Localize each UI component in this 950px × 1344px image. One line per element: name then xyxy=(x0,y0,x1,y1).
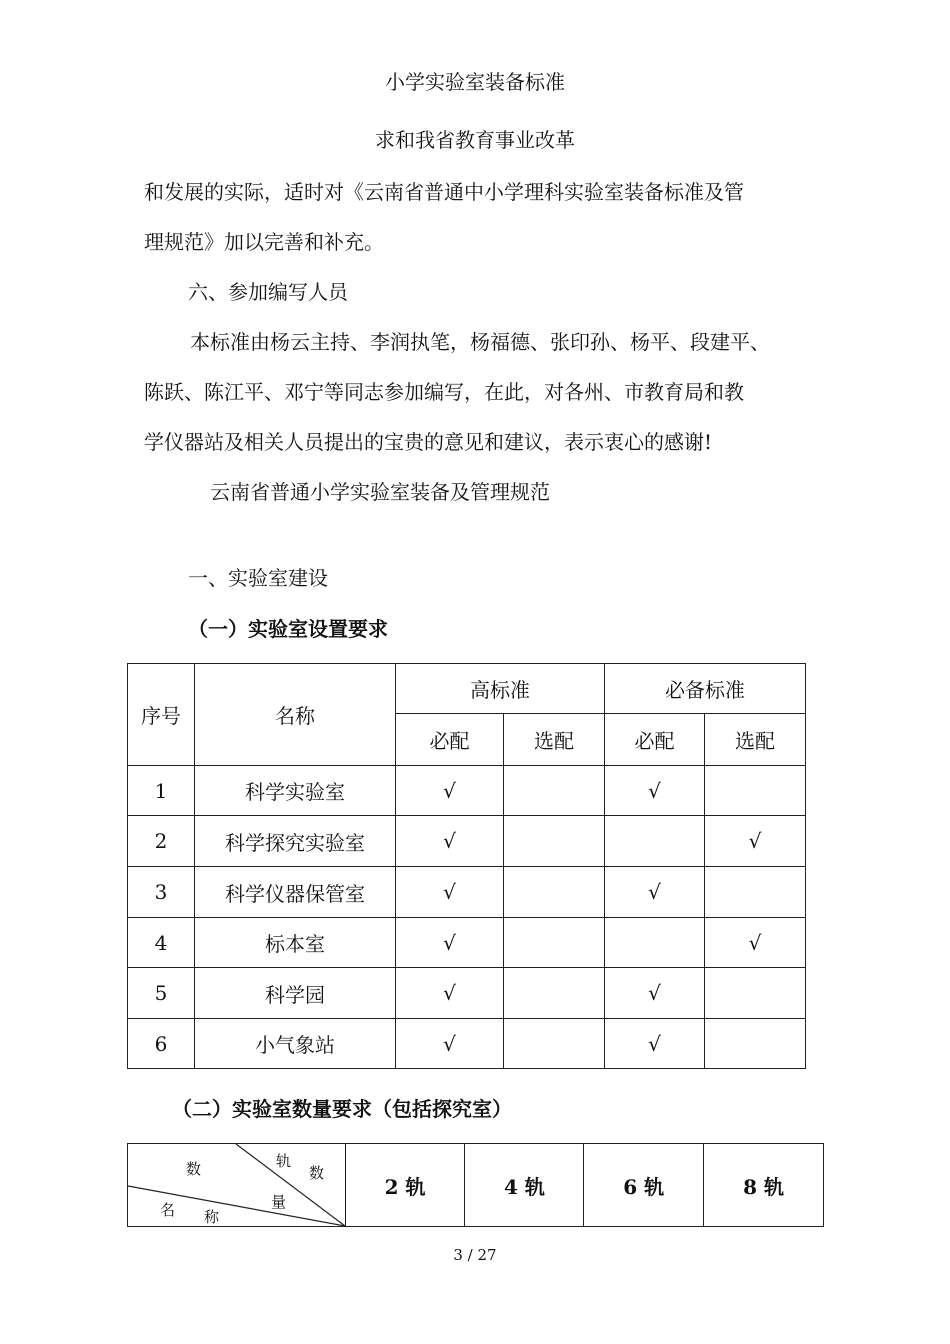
diag-label: 轨 xyxy=(276,1152,292,1170)
diag-label: 名 xyxy=(160,1201,176,1219)
header-no: 序号 xyxy=(128,664,195,766)
check-cell: √ xyxy=(705,918,806,968)
header-required: 必配 xyxy=(396,714,504,766)
check-cell: √ xyxy=(396,968,504,1019)
header-required: 必配 xyxy=(605,714,705,766)
diagonal-header-cell xyxy=(128,1144,346,1227)
table-row xyxy=(128,918,806,968)
check-cell: √ xyxy=(605,968,705,1019)
check-cell: √ xyxy=(396,1019,504,1069)
check-cell: √ xyxy=(396,766,504,816)
row-no: 3 xyxy=(128,867,195,918)
check-cell: √ xyxy=(396,816,504,867)
check-cell xyxy=(605,816,705,867)
check-cell: √ xyxy=(396,867,504,918)
col-6-track: 6 轨 xyxy=(584,1144,704,1227)
check-cell xyxy=(504,968,605,1019)
row-name: 科学仪器保管室 xyxy=(195,867,396,918)
header-high-standard: 高标准 xyxy=(396,664,605,714)
check-cell: √ xyxy=(396,918,504,968)
page-subheading: 求和我省教育事业改革 xyxy=(375,128,575,152)
row-no: 1 xyxy=(128,766,195,816)
check-cell xyxy=(504,766,605,816)
paragraph-line: 本标准由杨云主持、李润执笔，杨福德、张印孙、杨平、段建平、 xyxy=(190,330,770,354)
check-cell xyxy=(504,867,605,918)
section-heading-6: 六、参加编写人员 xyxy=(188,280,348,304)
subsection-heading-1: （一）实验室设置要求 xyxy=(188,617,388,641)
paragraph-line: 理规范》加以完善和补充。 xyxy=(144,230,384,254)
col-4-track: 4 轨 xyxy=(465,1144,584,1227)
document-title: 云南省普通小学实验室装备及管理规范 xyxy=(210,480,550,504)
check-cell xyxy=(705,1019,806,1069)
diag-label: 称 xyxy=(204,1208,220,1226)
table-row xyxy=(128,1019,806,1069)
row-name: 标本室 xyxy=(195,918,396,968)
subsection-heading-2: （二）实验室数量要求（包括探究室） xyxy=(172,1097,512,1121)
header-optional: 选配 xyxy=(504,714,605,766)
table-row xyxy=(128,766,806,816)
check-cell: √ xyxy=(705,816,806,867)
row-no: 4 xyxy=(128,918,195,968)
row-no: 2 xyxy=(128,816,195,867)
row-name: 科学园 xyxy=(195,968,396,1019)
check-cell xyxy=(705,968,806,1019)
check-cell xyxy=(504,1019,605,1069)
row-no: 6 xyxy=(128,1019,195,1069)
page-number: 3 / 27 xyxy=(453,1246,497,1264)
lab-setup-table xyxy=(127,663,806,1069)
col-8-track: 8 轨 xyxy=(704,1144,824,1227)
diag-label: 数 xyxy=(186,1160,202,1178)
paragraph-line: 和发展的实际，适时对《云南省普通中小学理科实验室装备标准及管 xyxy=(144,180,744,204)
header-basic-standard: 必备标准 xyxy=(605,664,806,714)
diag-label: 量 xyxy=(271,1193,287,1211)
header-optional: 选配 xyxy=(705,714,806,766)
row-name: 科学实验室 xyxy=(195,766,396,816)
check-cell xyxy=(504,816,605,867)
lab-quantity-table xyxy=(127,1143,824,1227)
header-name: 名称 xyxy=(195,664,396,766)
col-2-track: 2 轨 xyxy=(345,1144,465,1227)
row-name: 小气象站 xyxy=(195,1019,396,1069)
check-cell: √ xyxy=(605,867,705,918)
check-cell xyxy=(705,766,806,816)
paragraph-line: 陈跃、陈江平、邓宁等同志参加编写，在此，对各州、市教育局和教 xyxy=(144,380,744,404)
paragraph-line: 学仪器站及相关人员提出的宝贵的意见和建议，表示衷心的感谢! xyxy=(144,430,713,454)
check-cell xyxy=(504,918,605,968)
check-cell xyxy=(605,918,705,968)
table-row xyxy=(128,968,806,1019)
row-no: 5 xyxy=(128,968,195,1019)
check-cell xyxy=(705,867,806,918)
check-cell: √ xyxy=(605,1019,705,1069)
table-row xyxy=(128,867,806,918)
diag-label: 数 xyxy=(309,1164,325,1182)
page-heading: 小学实验室装备标准 xyxy=(385,70,565,94)
row-name: 科学探究实验室 xyxy=(195,816,396,867)
table-row xyxy=(128,816,806,867)
check-cell: √ xyxy=(605,766,705,816)
section-heading-1: 一、实验室建设 xyxy=(188,566,328,590)
